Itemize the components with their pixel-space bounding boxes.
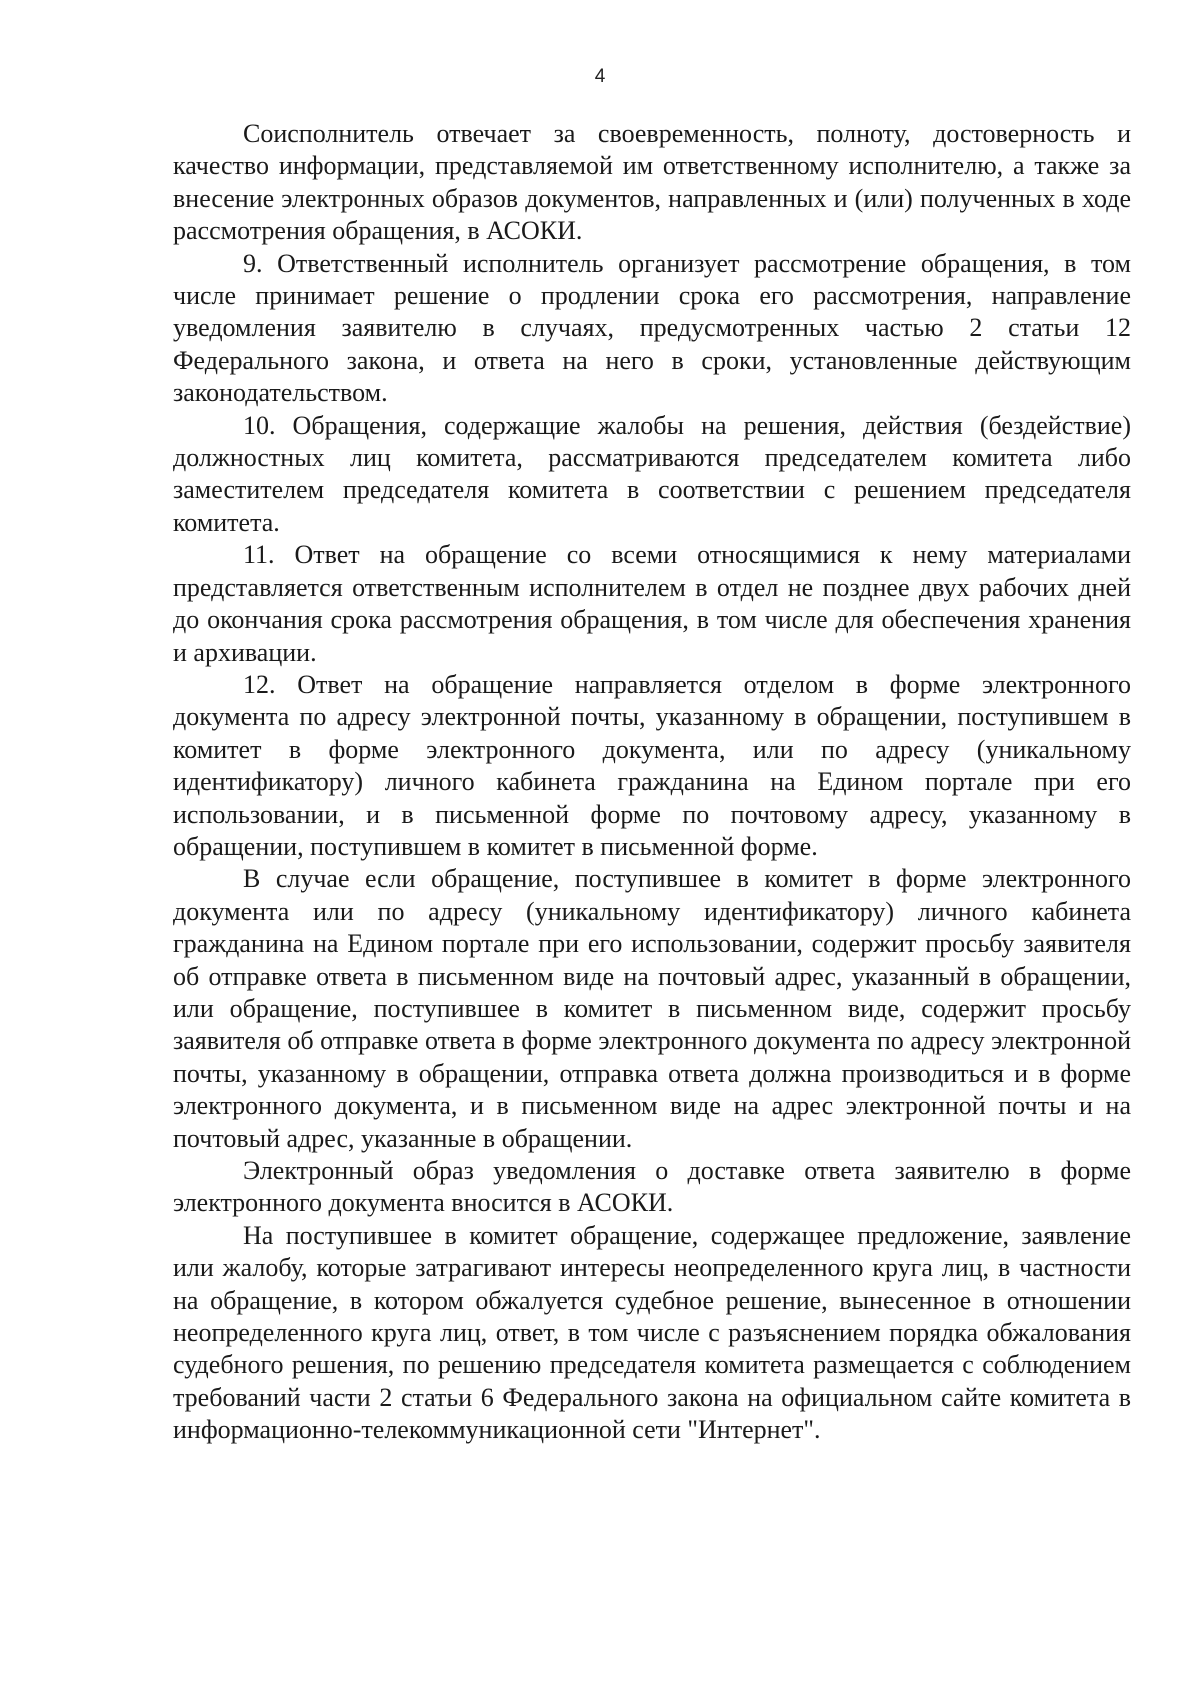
paragraph-public-posting: На поступившее в комитет обращение, содержащее предложение, заявление или жалобу, которые затрагивают интересы неопределенного круга лиц, в частности на обращение, в котором обжалуется судебное решение, вынесенное в отношении неопределенного круга лиц, ответ, в том числе с разъяснением порядка обжалования судебного решения, по решению председателя комитета размещается с соблюдением требований части 2 статьи 6 Федерального закона на официальном сайте комитета в информационно-телекоммуникационной сети "Интернет". bbox=[173, 1220, 1131, 1445]
paragraph-item-11: 11. Ответ на обращение со всеми относящимися к нему материалами представляется ответственным исполнителем в отдел не позднее двух рабочих дней до окончания срока рассмотрения обращения, в том числе для обеспечения хранения и архивации. bbox=[173, 540, 1131, 667]
paragraph-item-9: 9. Ответственный исполнитель организует рассмотрение обращения, в том числе принимает решение о продлении срока его рассмотрения, направление уведомления заявителю в случаях, предусмотренных частью 2 статьи 12 Федерального закона, и ответа на него в сроки, установленные действующим законодательством. bbox=[173, 248, 1131, 408]
paragraph-electronic-reply-case: В случае если обращение, поступившее в комитет в форме электронного документа или по адресу (уникальному идентификатору) личного кабинета гражданина на Едином портале при его использовании, содержит просьбу заявителя об отправке ответа в письменном виде на почтовый адрес, указанный в обращении, или обращение, поступившее в комитет в письменном виде, содержит просьбу заявителя об отправке ответа в форме электронного документа по адресу электронной почты, указанному в обращении, отправка ответа должна производиться и в форме электронного документа, и в письменном виде на адрес электронной почты и на почтовый адрес, указанные в обращении. bbox=[173, 864, 1131, 1153]
paragraph-item-10: 10. Обращения, содержащие жалобы на решения, действия (бездействие) должностных лиц комитета, рассматриваются председателем комитета либо заместителем председателя комитета в соответствии с решением председателя комитета. bbox=[173, 410, 1131, 537]
paragraph-coexecutor-responsibility: Соисполнитель отвечает за своевременность, полноту, достоверность и качество информации, представляемой им ответственному исполнителю, а также за внесение электронных образов документов, направленных и (или) полученных в ходе рассмотрения обращения, в АСОКИ. bbox=[173, 119, 1131, 246]
paragraph-item-12: 12. Ответ на обращение направляется отделом в форме электронного документа по адресу электронной почты, указанному в обращении, поступившем в комитет в форме электронного документа, или по адресу (уникальному идентификатору) личного кабинета гражданина на Едином портале при его использовании, и в письменной форме по почтовому адресу, указанному в обращении, поступившем в комитет в письменной форме. bbox=[173, 669, 1131, 861]
page-number: 4 bbox=[594, 66, 606, 87]
document-body bbox=[173, 118, 1131, 1447]
paragraph-delivery-notice: Электронный образ уведомления о доставке ответа заявителю в форме электронного документа вносится в АСОКИ. bbox=[173, 1156, 1131, 1218]
